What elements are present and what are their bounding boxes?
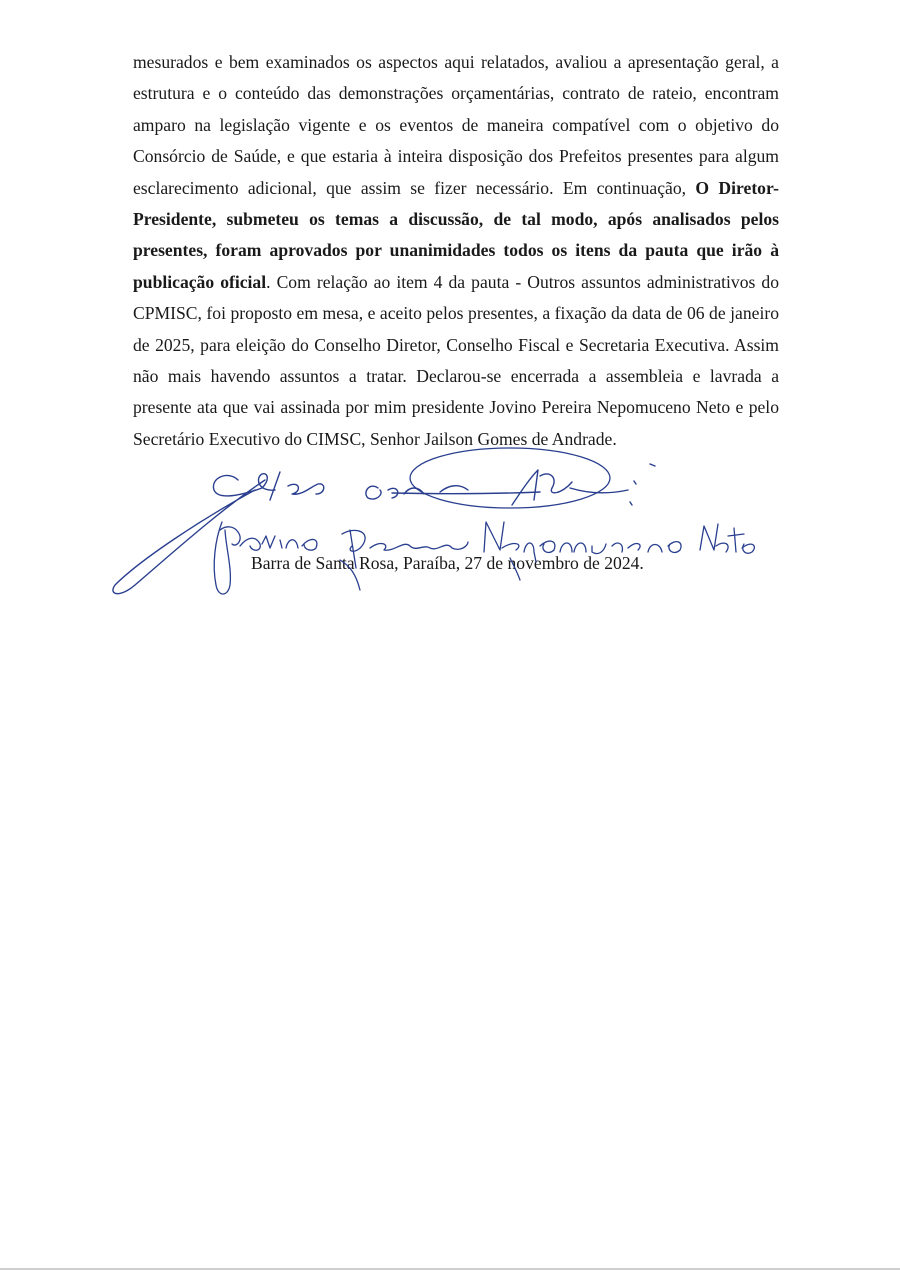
approval-statement: O Diretor-Presidente, submeteu os temas a discussão, de tal modo, após analisados pelos presentes, foram aprovados por unanimidades todos os itens da pauta que irão à publicação oficial: [133, 177, 779, 292]
paragraph-text-start: mesurados e bem examinados os aspectos aqui relatados, avaliou a apresentação geral, a estrutura e o conteúdo das demonstrações orçamentárias, contrato de rateio, encontram amparo na legislação vigente e os eventos de maneira compatível com o objetivo do Consórcio de Saúde, e que estaria à inteira disposição dos Prefeitos presentes para algum esclarecimento adicional, que assim se fizer necessário. Em continuação,: [133, 52, 779, 198]
minutes-paragraph: [133, 47, 779, 455]
page-bottom-edge: [0, 1268, 900, 1270]
location-date: Barra de Santa Rosa, Paraíba, 27 de novembro de 2024.: [251, 553, 644, 573]
paragraph-text-end: . Com relação ao item 4 da pauta - Outros assuntos administrativos do CPMISC, foi proposto em mesa, e aceito pelos presentes, a fixação da data de 06 de janeiro de 2025, para eleição do Conselho Diretor, Conselho Fiscal e Secretaria Executiva. Assim não mais havendo assuntos a tratar. Declarou-se encerrada a assembleia e lavrada a presente ata que vai assinada por mim presidente Jovino Pereira Nepomuceno Neto e pelo Secretário Executivo do CIMSC, Senhor Jailson Gomes de Andrade.: [133, 271, 779, 449]
